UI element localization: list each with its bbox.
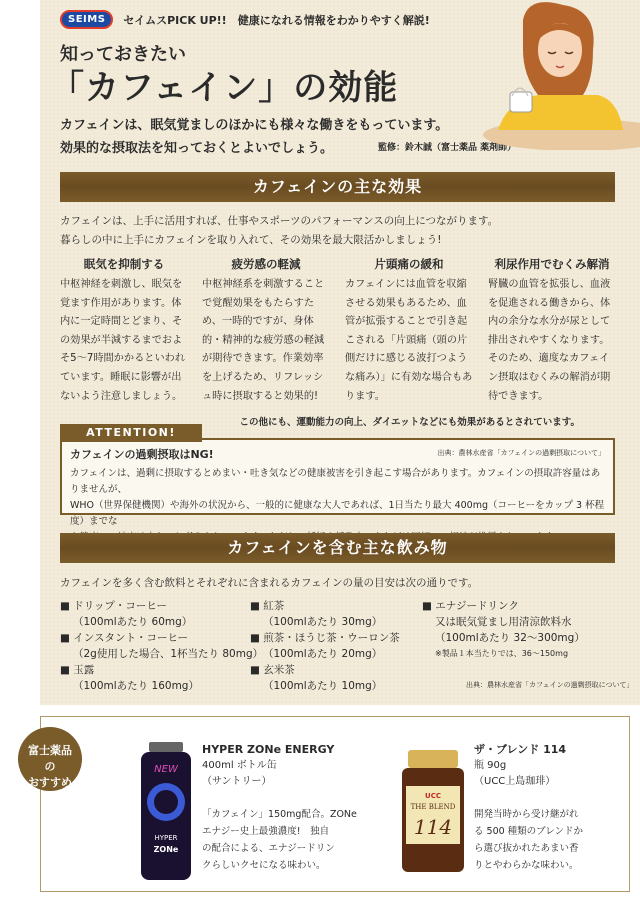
product-1-maker: （サントリー） [202,776,272,787]
attention-box [60,438,615,527]
effect-text: カフェインには血管を収縮させる効果もあるため、血管が拡張することで引き起こされる「片頭痛（頭の片側だけに感じる波打つような痛み）」に有効な場合もあります。 [345,279,473,402]
effects-banner: カフェインの主な効果 [60,172,615,202]
drink-note: ※製品１本当たりでは、36〜150mg [435,649,569,658]
desc-line: ら選び抜かれたあまい香 [474,843,579,854]
effect-column-diuretic [488,256,616,406]
effect-heading: 眠気を抑制する [83,257,165,271]
drink-name: ■ 玉露 [60,662,199,678]
drinks-source: 出典：農林水産省「カフェインの過剰摂取について」 [466,681,634,689]
product-1-description [202,806,357,874]
page-title: 「カフェイン」の効能 [50,68,399,108]
desc-line: りとやわらかな味わい。 [474,860,579,871]
product-2-description [474,806,583,874]
effect-heading: 片頭痛の緩和 [374,257,444,271]
effects-intro-line-1: カフェインは、上手に活用すれば、仕事やスポーツのパフォーマンスの向上につながります。 [60,215,499,227]
drink-name: ■ 紅茶 [250,598,382,614]
effect-column-migraine [345,256,473,406]
attention-heading: カフェインの過剰摂取はNG! [70,448,214,461]
supervisor-credit: 監修：鈴木誠（富士薬品 薬剤師） [378,143,517,153]
desc-line: 開発当時から受け継がれ [474,809,579,820]
desc-line: 「カフェイン」150mg配合。ZONe [202,809,357,820]
header-bar [60,10,430,29]
recommend-badge [18,727,82,791]
jar-name-label: THE BLEND [410,803,456,811]
effect-column-sleepiness [60,256,188,406]
product-1-size: 400ml ボトル缶 [202,760,277,771]
drink-amount: （100mlあたり 160mg） [73,680,199,692]
can-brand-line-2: ZONe [153,845,179,854]
desc-line: エナジー史上最強濃度! 独自 [202,826,330,837]
effect-heading: 疲労感の軽減 [231,257,301,271]
drink-item [422,598,585,662]
drink-amount: （100mlあたり 10mg） [263,680,383,692]
drink-name: ■ インスタント・コーヒー [60,630,263,646]
woman-drinking-coffee-illustration [468,0,640,150]
product-2-title: ザ・ブレンド 114 [474,743,567,756]
can-brand-line-1: HYPER [154,834,178,842]
header-tagline: セイムスPICK UP!! 健康になれる情報をわかりやすく解説! [123,13,430,27]
drink-amount: （100mlあたり 60mg） [73,616,193,628]
attention-line-2: WHO（世界保健機関）や海外の状況から、一般的に健康な大人であれば、1日当たり最大 400mg（コーヒーをカップ 3 杯程度）までな [70,500,605,527]
jar-number-label: 114 [413,815,453,839]
desc-line: クらしいクセになる味わい。 [202,860,326,871]
drink-item [60,662,199,694]
desc-line: の配合による、エナジードリン [202,843,335,854]
drink-item [60,630,263,662]
attention-line-1: カフェインは、過剰に摂取するとめまい・吐き気などの健康被害を引き起こす場合があります。カフェインの摂取許容量はありませんが、 [70,468,601,495]
drink-item [60,598,192,630]
drink-item [250,630,400,662]
drink-amount: （100mlあたり 30mg） [263,616,383,628]
drink-item [250,662,382,694]
badge-line-2: の [44,760,56,773]
attention-source: 出典：農林水産省「カフェインの過剰摂取について」 [437,449,605,457]
drinks-intro: カフェインを多く含む飲料とそれぞれに含まれるカフェインの量の目安は次の通りです。 [60,577,479,589]
drink-amount: （100mlあたり 20mg） [263,648,383,660]
product-2-maker: （UCC上島珈琲） [474,776,556,787]
effects-intro [60,212,498,250]
can-new-label: NEW [154,764,178,775]
effect-text: 腎臓の血管を拡張し、血液を促進される働きから、体内の余分な水分が尿として排出されやすくなります。そのため、適度なカフェイン摂取はむくみの解消が期待できます。 [488,279,611,402]
drink-name: ■ 玄米茶 [250,662,382,678]
lead-line-1: カフェインは、眠気覚ましのほかにも様々な働きをもっています。 [60,118,449,133]
jar-brand-label: UCC [425,792,441,800]
drink-name: ■ エナジードリンク [422,598,585,614]
seims-logo: SEIMS [60,10,113,29]
badge-line-1: 富士薬品 [28,744,72,757]
effect-text: 中枢神経を刺激し、眠気を覚ます作用があります。体内に一定時間とどまり、その効果が半減するまでおよそ5〜7時間かかるといわれています。睡眠に影響が出ないよう注意しましょう。 [60,279,186,402]
badge-line-3: おすすめ [27,776,73,789]
desc-line: る 500 種類のブレンドか [474,826,584,837]
effect-text: 中枢神経系を刺激することで覚醒効果をもたらすため、一時的ですが、身体的・精神的な疲労感の軽減が期待できます。作業効率を上げるため、リフレッシュ時に摂取すると効果的! [202,279,325,402]
drink-amount: （2g使用した場合、1杯当たり 80mg） [73,648,264,660]
effect-heading: 利尿作用でむくみ解消 [494,257,610,271]
the-blend-jar-image [400,750,466,874]
drink-name: ■ 煎茶・ほうじ茶・ウーロン茶 [250,630,400,646]
effects-intro-line-2: 暮らしの中に上手にカフェインを取り入れて、その効果を最大限活かしましょう! [60,234,442,246]
drink-amount: （100mlあたり 32〜300mg） [435,632,585,644]
product-1-title: HYPER ZONe ENERGY [202,743,335,756]
attention-tab: ATTENTION! [60,424,202,442]
hyper-zone-can-image [135,742,197,882]
drinks-banner: カフェインを含む主な飲み物 [60,533,615,563]
lead-text [60,114,448,160]
drink-item [250,598,382,630]
lead-line-2: 効果的な摂取法を知っておくとよいでしょう。 [60,141,334,156]
drink-subname: 又は眠気覚まし用清涼飲料水 [435,616,572,628]
other-effects-note: この他にも、運動能力の向上、ダイエットなどにも効果があるとされています。 [239,417,580,428]
drink-name: ■ ドリップ・コーヒー [60,598,192,614]
pre-title: 知っておきたい [60,44,186,65]
product-2-size: 瓶 90g [474,760,507,771]
effect-column-fatigue [202,256,330,406]
